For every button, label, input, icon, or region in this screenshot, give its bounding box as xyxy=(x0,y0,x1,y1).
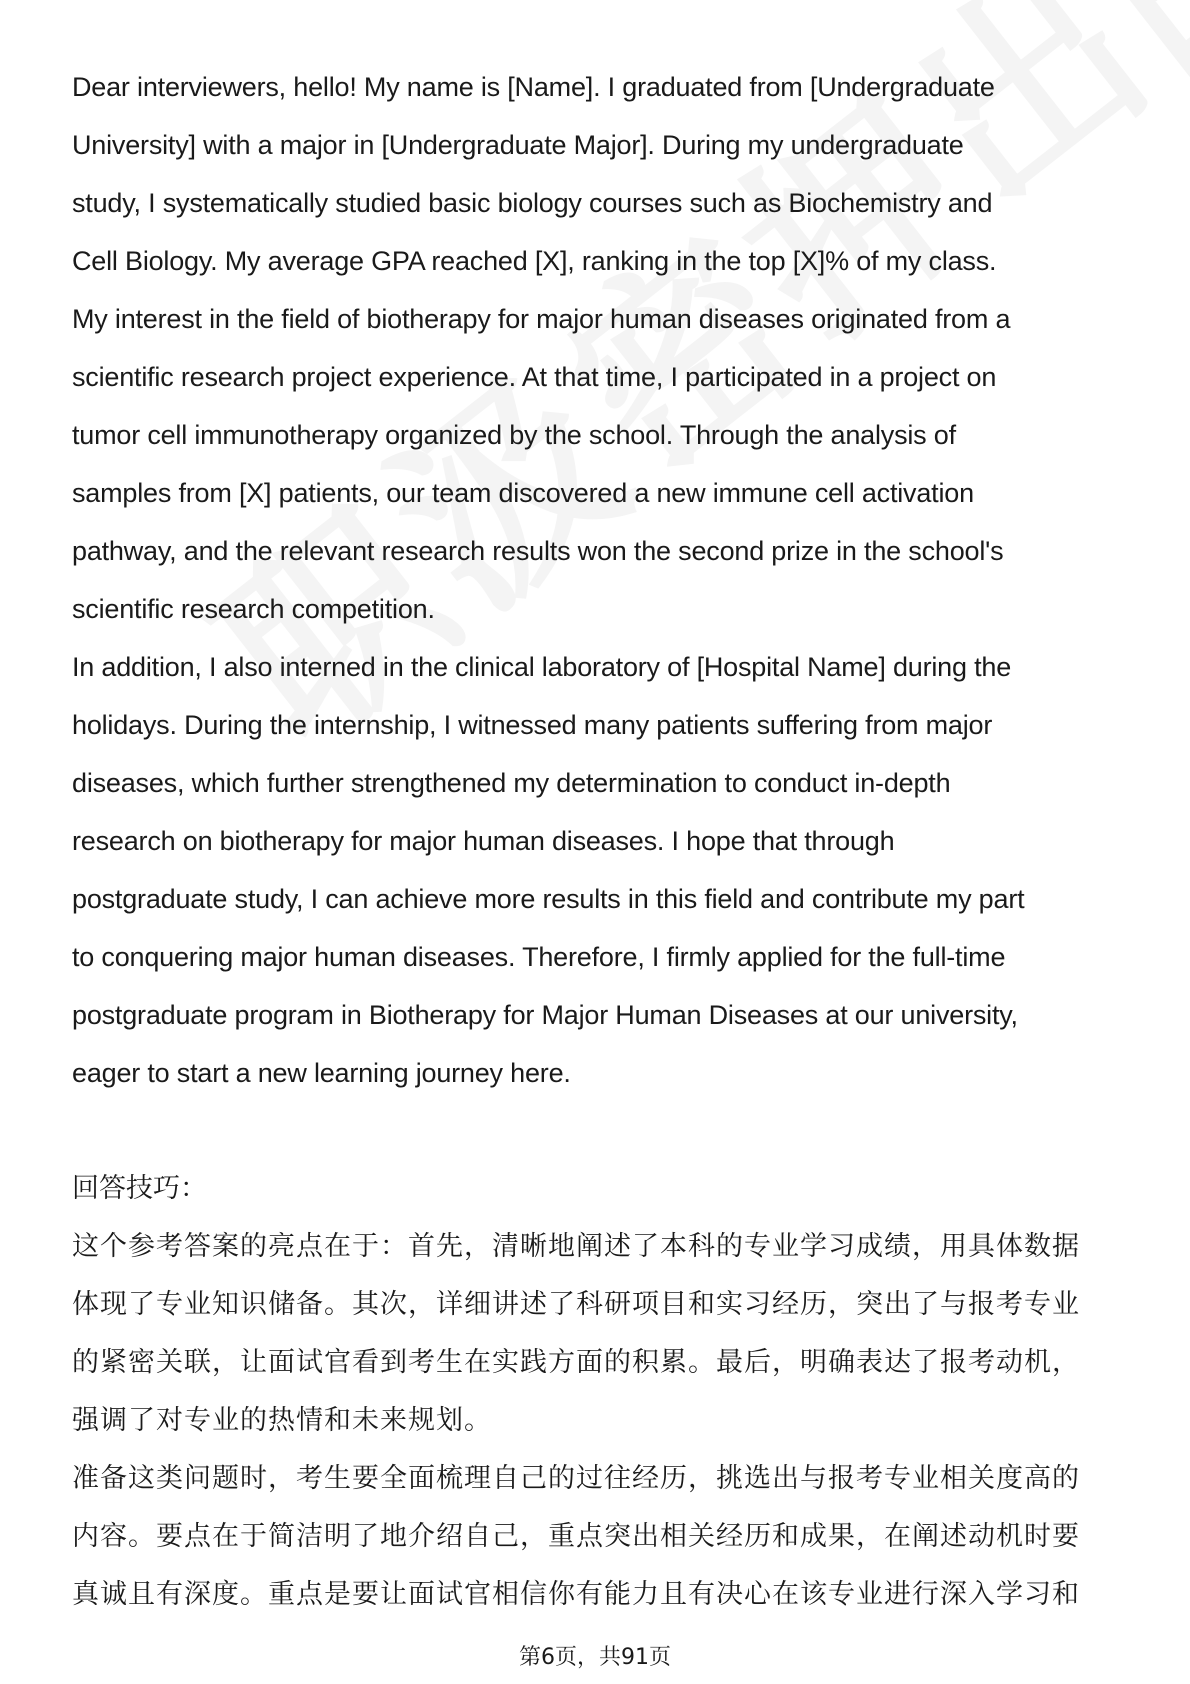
answer-paragraph-2: In addition, I also interned in the clinical laboratory of [Hospital Name] during the holidays. During the internship, I witnessed many patients suffering from major diseases, which further strengthened my determination to conduct in-depth research on biotherapy for major human diseases. I hope that through postgraduate study, I can achieve more results in this field and contribute my part to conquering major human diseases. Therefore, I firmly applied for the full-time postgraduate program in Biotherapy for Major Human Diseases at our university, eager to start a new learning journey here. xyxy=(72,652,1025,1088)
answer-paragraph-1: Dear interviewers, hello! My name is [Name]. I graduated from [Undergraduate University] with a major in [Undergraduate Major]. During my undergraduate study, I systematically studied basic biology courses such as Biochemistry and Cell Biology. My average GPA reached [X], ranking in the top [X]% of my class. My interest in the field of biotherapy for major human diseases originated from a scientific research project experience. At that time, I participated in a project on tumor cell immunotherapy organized by the school. Through the analysis of samples from [X] patients, our team discovered a new immune cell activation pathway, and the relevant research results won the second prize in the school's scientific research competition. xyxy=(72,72,1011,624)
page-number-footer: 第6页，共91页 xyxy=(519,1645,671,1670)
page-content xyxy=(72,58,1122,1624)
section-spacer xyxy=(72,1102,1122,1160)
tips-paragraph-1: 这个参考答案的亮点在于：首先，清晰地阐述了本科的专业学习成绩，用具体数据 体现了专业知识储备。其次，详细讲述了科研项目和实习经历，突出了与报考专业 的紧密关联，让面试官看到考生在实践方面的积累。最后，明确表达了报考动机， 强调了对专业的热情和未来规划。 xyxy=(72,1231,1080,1436)
tips-heading: 回答技巧： xyxy=(72,1173,207,1204)
tips-paragraph-2: 准备这类问题时，考生要全面梳理自己的过往经历，挑选出与报考专业相关度高的 内容。要点在于简洁明了地介绍自己，重点突出相关经历和成果，在阐述动机时要 真诚且有深度。重点是要让面试官相信你有能力且有决心在该专业进行深入学习和 xyxy=(72,1463,1080,1610)
